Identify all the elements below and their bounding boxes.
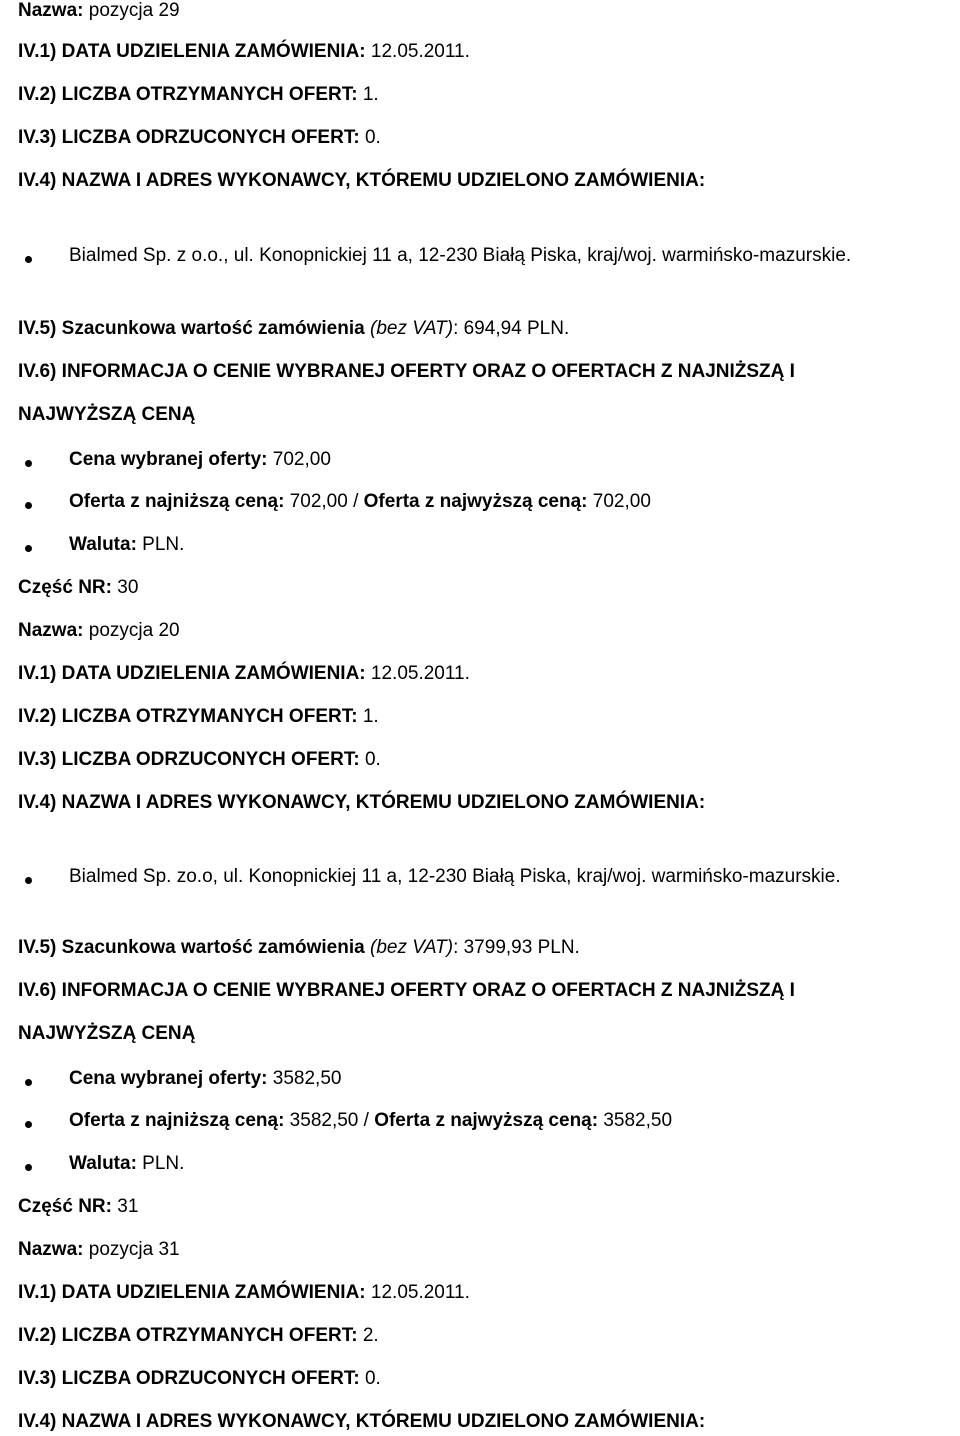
waluta-label: Waluta: [69, 534, 137, 555]
iv4-line [18, 792, 705, 814]
czesc-line [18, 1196, 138, 1218]
iv1-label: IV.1) DATA UDZIELENIA ZAMÓWIENIA: [18, 663, 366, 684]
iv1-value: 12.05.2011. [365, 1282, 470, 1303]
iv6-label-1: IV.6) INFORMACJA O CENIE WYBRANEJ OFERTY ORAZ O OFERTACH Z NAJNIŻSZĄ I [18, 980, 795, 1001]
iv2-value: 1. [357, 84, 379, 105]
czesc-label: Część NR: [18, 577, 112, 598]
iv1-value: 12.05.2011. [365, 663, 470, 684]
bullet-icon [25, 256, 32, 263]
iv2-label: IV.2) LICZBA OTRZYMANYCH OFERT: [18, 84, 358, 105]
iv6-line-1 [18, 361, 795, 383]
iv2-value: 2. [357, 1325, 379, 1346]
iv1-label: IV.1) DATA UDZIELENIA ZAMÓWIENIA: [18, 41, 366, 62]
waluta-label: Waluta: [69, 1153, 137, 1174]
nazwa-label: Nazwa: [18, 620, 84, 641]
czesc-line [18, 577, 138, 599]
iv6-line-2 [18, 404, 195, 426]
iv6-line-2 [18, 1023, 195, 1045]
cena-label: Cena wybranej oferty: [69, 449, 268, 470]
waluta-line [69, 1153, 184, 1175]
nazwa-value: pozycja 29 [83, 0, 180, 21]
bullet-icon [25, 502, 32, 509]
iv5-line [18, 318, 569, 340]
iv3-value: 0. [359, 1368, 381, 1389]
nazwa-label: Nazwa: [18, 1239, 84, 1260]
max-label: Oferta z najwyższą ceną: [374, 1110, 599, 1131]
iv5-label: IV.5) Szacunkowa wartość zamówienia [18, 318, 365, 339]
czesc-value: 30 [111, 577, 139, 598]
iv1-line [18, 1282, 470, 1304]
nazwa-value: pozycja 31 [83, 1239, 180, 1260]
max-value: 3582,50 [598, 1110, 673, 1131]
bullet-icon [25, 1164, 32, 1171]
bullet-icon [25, 460, 32, 467]
iv3-label: IV.3) LICZBA ODRZUCONYCH OFERT: [18, 1368, 360, 1389]
iv2-line [18, 1325, 379, 1347]
iv4-label: IV.4) NAZWA I ADRES WYKONAWCY, KTÓREMU UDZIELONO ZAMÓWIENIA: [18, 792, 706, 813]
iv3-line [18, 127, 381, 149]
iv3-value: 0. [359, 749, 381, 770]
iv5-line [18, 937, 580, 959]
iv2-line [18, 84, 379, 106]
nazwa-line [18, 1239, 180, 1261]
min-value: 702,00 / [284, 491, 364, 512]
waluta-value: PLN. [136, 534, 185, 555]
iv3-label: IV.3) LICZBA ODRZUCONYCH OFERT: [18, 127, 360, 148]
bullet-icon [25, 1121, 32, 1128]
iv3-label: IV.3) LICZBA ODRZUCONYCH OFERT: [18, 749, 360, 770]
bullet-icon [25, 1079, 32, 1086]
iv3-line [18, 1368, 381, 1390]
contractor-text: Bialmed Sp. zo.o, ul. Konopnickiej 11 a, 12-230 Białą Piska, kraj/woj. warmińsko-mazurskie. [69, 866, 841, 887]
iv6-label-2: NAJWYŻSZĄ CENĄ [18, 1023, 196, 1044]
iv6-label-1: IV.6) INFORMACJA O CENIE WYBRANEJ OFERTY ORAZ O OFERTACH Z NAJNIŻSZĄ I [18, 361, 795, 382]
iv2-label: IV.2) LICZBA OTRZYMANYCH OFERT: [18, 706, 358, 727]
iv6-label-2: NAJWYŻSZĄ CENĄ [18, 404, 196, 425]
czesc-label: Część NR: [18, 1196, 112, 1217]
min-value: 3582,50 / [284, 1110, 375, 1131]
max-label: Oferta z najwyższą ceną: [363, 491, 588, 512]
nazwa-value: pozycja 20 [83, 620, 180, 641]
cena-line [69, 1068, 341, 1090]
iv5-value: : 694,94 PLN. [453, 318, 570, 339]
contractor-line [69, 866, 841, 888]
waluta-line [69, 534, 184, 556]
iv4-label: IV.4) NAZWA I ADRES WYKONAWCY, KTÓREMU UDZIELONO ZAMÓWIENIA: [18, 1411, 706, 1432]
nazwa-label: Nazwa: [18, 0, 84, 21]
iv5-italic: (bez VAT) [364, 318, 454, 339]
iv4-label: IV.4) NAZWA I ADRES WYKONAWCY, KTÓREMU UDZIELONO ZAMÓWIENIA: [18, 170, 706, 191]
bullet-icon [25, 877, 32, 884]
contractor-line [69, 245, 851, 267]
nazwa-line [18, 620, 180, 642]
nazwa-line [18, 0, 180, 22]
contractor-text: Bialmed Sp. z o.o., ul. Konopnickiej 11 a, 12-230 Białą Piska, kraj/woj. warmińsko-mazurskie. [69, 245, 852, 266]
waluta-value: PLN. [136, 1153, 185, 1174]
iv1-value: 12.05.2011. [365, 41, 470, 62]
iv1-line [18, 41, 470, 63]
min-label: Oferta z najniższą ceną: [69, 491, 285, 512]
iv1-label: IV.1) DATA UDZIELENIA ZAMÓWIENIA: [18, 1282, 366, 1303]
iv5-label: IV.5) Szacunkowa wartość zamówienia [18, 937, 365, 958]
iv4-line [18, 1411, 705, 1433]
min-max-line [69, 1110, 672, 1132]
iv2-label: IV.2) LICZBA OTRZYMANYCH OFERT: [18, 1325, 358, 1346]
iv3-line [18, 749, 381, 771]
iv2-value: 1. [357, 706, 379, 727]
czesc-value: 31 [111, 1196, 139, 1217]
bullet-icon [25, 545, 32, 552]
iv1-line [18, 663, 470, 685]
cena-label: Cena wybranej oferty: [69, 1068, 268, 1089]
iv2-line [18, 706, 379, 728]
cena-line [69, 449, 331, 471]
iv6-line-1 [18, 980, 795, 1002]
iv3-value: 0. [359, 127, 381, 148]
iv4-line [18, 170, 705, 192]
cena-value: 3582,50 [267, 1068, 342, 1089]
iv5-value: : 3799,93 PLN. [453, 937, 580, 958]
max-value: 702,00 [587, 491, 651, 512]
min-max-line [69, 491, 651, 513]
cena-value: 702,00 [267, 449, 331, 470]
iv5-italic: (bez VAT) [364, 937, 454, 958]
min-label: Oferta z najniższą ceną: [69, 1110, 285, 1131]
